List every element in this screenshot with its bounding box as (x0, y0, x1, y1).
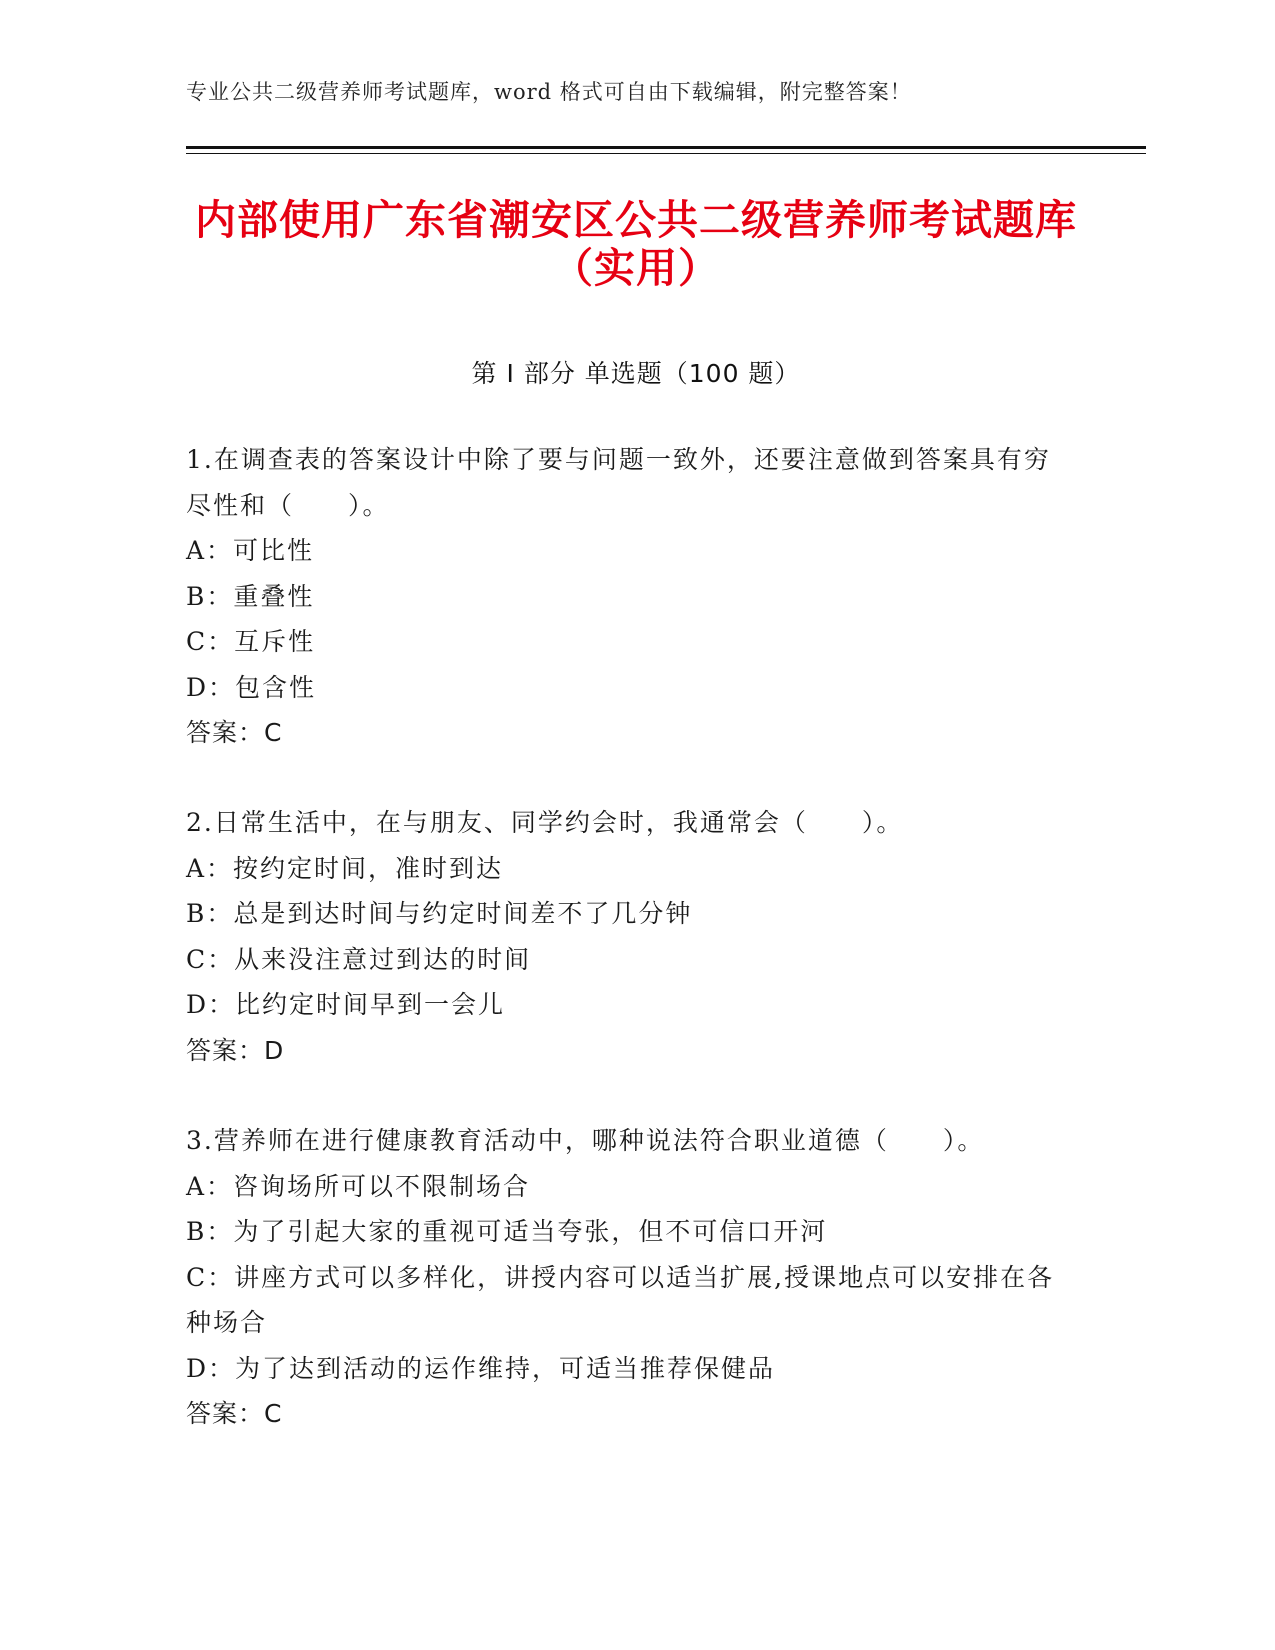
option-b: B：总是到达时间与约定时间差不了几分钟 (186, 899, 693, 928)
question-2 (186, 800, 1066, 1073)
option-d: D：为了达到活动的运作维持，可适当推荐保健品 (186, 1353, 776, 1383)
question-1 (186, 437, 1066, 756)
question-3 (186, 1118, 1066, 1437)
option-a: A：咨询场所可以不限制场合 (186, 1171, 531, 1201)
section-title: 第 I 部分 单选题（100 题） (471, 359, 801, 388)
option-c: C：讲座方式可以多样化，讲授内容可以适当扩展,授课地点可以安排在各种场合 (186, 1262, 1055, 1337)
option-b: B：重叠性 (186, 581, 315, 611)
option-c: C：互斥性 (186, 627, 316, 656)
question-stem: 3.营养师在进行健康教育活动中，哪种说法符合职业道德（ ）。 (186, 1126, 985, 1155)
option-c: C：从来没注意过到达的时间 (186, 944, 532, 974)
answer-line: 答案：D (186, 1035, 285, 1065)
header-rule-thin (186, 153, 1146, 154)
option-d: D：比约定时间早到一会儿 (186, 990, 506, 1019)
option-d: D：包含性 (186, 672, 317, 702)
option-b: B：为了引起大家的重视可适当夸张，但不可信口开河 (186, 1217, 828, 1246)
answer-line: 答案：C (186, 718, 283, 747)
option-a: A：可比性 (186, 536, 315, 565)
header-note: 专业公共二级营养师考试题库，word 格式可自由下载编辑，附完整答案！ (186, 80, 912, 104)
document-title: 内部使用广东省潮安区公共二级营养师考试题库（实用） (195, 196, 1077, 292)
header-rule-thick (186, 146, 1146, 149)
question-stem: 2.日常生活中，在与朋友、同学约会时，我通常会（ ）。 (186, 808, 904, 837)
answer-line: 答案：C (186, 1399, 283, 1428)
option-a: A：按约定时间，准时到达 (186, 853, 504, 883)
question-stem: 1.在调查表的答案设计中除了要与问题一致外，还要注意做到答案具有穷尽性和（ ）。 (186, 445, 1051, 520)
